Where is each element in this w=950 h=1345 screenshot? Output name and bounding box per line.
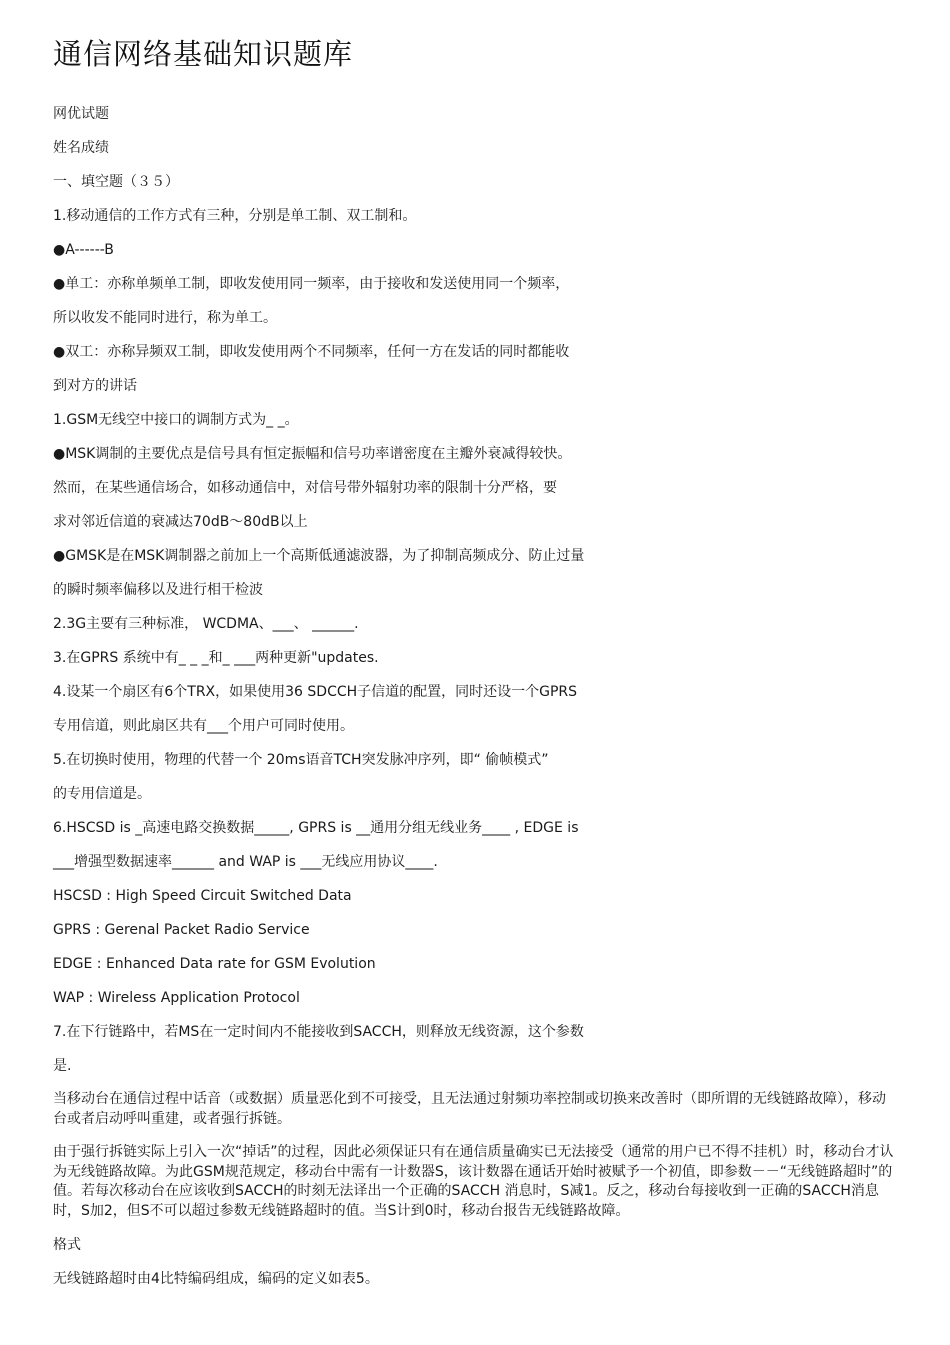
bullet-line: ●A------B xyxy=(53,242,114,258)
text-line: 所以收发不能同时进行，称为单工。 xyxy=(53,310,277,326)
question-line: 6.HSCSD is _高速电路交换数据_____, GPRS is __通用分组无线业务____ , EDGE is xyxy=(53,820,579,836)
definition-line: EDGE : Enhanced Data rate for GSM Evolution xyxy=(53,956,376,972)
question-line: 2.3G主要有三种标准， WCDMA、___、 ______. xyxy=(53,616,359,632)
text-line: 是. xyxy=(53,1058,72,1074)
paragraph: 无线链路超时由4比特编码组成，编码的定义如表5。 xyxy=(53,1271,379,1287)
text-line: ___增强型数据速率______ and WAP is ___无线应用协议____. xyxy=(53,854,438,870)
definition-line: WAP : Wireless Application Protocol xyxy=(53,990,300,1006)
text-line: 到对方的讲话 xyxy=(53,378,137,394)
document-title: 通信网络基础知识题库 xyxy=(53,37,354,71)
bullet-line: ●GMSK是在MSK调制器之前加上一个高斯低通滤波器，为了抑制高频成分、防止过量 xyxy=(53,548,585,564)
text-line: 专用信道，则此扇区共有___个用户可同时使用。 xyxy=(53,718,354,734)
definition-line: GPRS : Gerenal Packet Radio Service xyxy=(53,922,310,938)
question-line: 1.移动通信的工作方式有三种，分别是单工制、双工制和。 xyxy=(53,208,417,224)
section-heading: 一、填空题（３５） xyxy=(53,174,179,190)
text-line: 的瞬时频率偏移以及进行相干检波 xyxy=(53,582,263,598)
question-line: 7.在下行链路中，若MS在一定时间内不能接收到SACCH，则释放无线资源，这个参数 xyxy=(53,1024,584,1040)
paragraph: 由于强行拆链实际上引入一次“掉话”的过程，因此必须保证只有在通信质量确实已无法接受（通常的用户已不得不挂机）时，移动台才认为无线链路故障。为此GSM规范规定，移动台中需有一计数器S，该计数器在通话开始时被赋予一个初值，即参数－－“无线链路超时”的值。若每次移动台在应该收到SACCH的时刻无法译出一个正确的SACCH 消息时，S减1。反之，移动台每接收到一正确的SACCH消息时，S加2，但S不可以超过参数无线链路超时的值。当S计到0时，移动台报告无线链路故障。 xyxy=(53,1144,894,1219)
question-line: 4.设某一个扇区有6个TRX，如果使用36 SDCCH子信道的配置，同时还设一个GPRS xyxy=(53,684,578,700)
text-line: 的专用信道是。 xyxy=(53,786,151,802)
text-line: 姓名成绩 xyxy=(53,140,109,156)
question-line: 3.在GPRS 系统中有_ _ _和_ ___两种更新"updates. xyxy=(53,650,379,666)
bullet-line: ●双工：亦称异频双工制，即收发使用两个不同频率，任何一方在发话的同时都能收 xyxy=(53,344,570,360)
bullet-line: ●单工：亦称单频单工制，即收发使用同一频率，由于接收和发送使用同一个频率， xyxy=(53,276,570,292)
bullet-line: ●MSK调制的主要优点是信号具有恒定振幅和信号功率谱密度在主瓣外衰减得较快。 xyxy=(53,446,572,462)
definition-line: HSCSD : High Speed Circuit Switched Data xyxy=(53,888,352,904)
text-line: 网优试题 xyxy=(53,106,109,122)
text-line: 求对邻近信道的衰减达70dB～80dB以上 xyxy=(53,514,308,530)
paragraph: 格式 xyxy=(53,1237,81,1253)
question-line: 5.在切换时使用，物理的代替一个 20ms语音TCH突发脉冲序列，即“ 偷帧模式” xyxy=(53,752,549,768)
paragraph: 当移动台在通信过程中话音（或数据）质量恶化到不可接受，且无法通过射频功率控制或切换来改善时（即所谓的无线链路故障），移动台或者启动呼叫重建，或者强行拆链。 xyxy=(53,1091,886,1127)
question-line: 1.GSM无线空中接口的调制方式为_ _。 xyxy=(53,412,299,428)
text-line: 然而，在某些通信场合，如移动通信中，对信号带外辐射功率的限制十分严格，要 xyxy=(53,480,557,496)
